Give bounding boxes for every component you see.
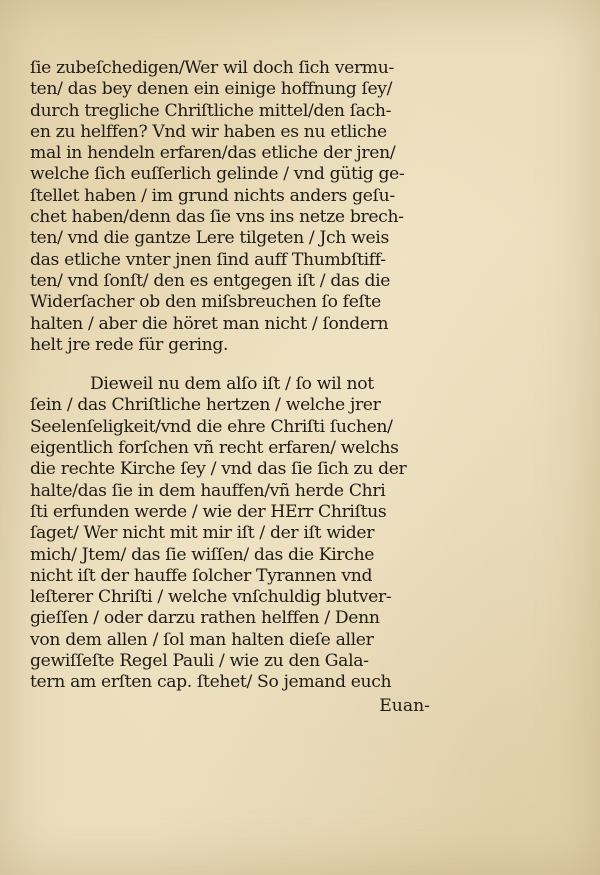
text-block <box>30 58 430 718</box>
paragraph-2 <box>30 374 430 693</box>
text-line: chet haben/denn das ſie vns ins netze brech- <box>30 207 404 228</box>
text-line: mal in hendeln erfaren/das etliche der jren/ <box>30 143 396 164</box>
text-line: durch tregliche Chriſtliche mittel/den ſach- <box>30 100 392 121</box>
text-line: ten/ vnd die gantze Lere tilgeten / Jch weis <box>30 228 389 249</box>
text-line: ſtellet haben / im grund nichts anders geſu- <box>30 185 395 206</box>
text-line: Dieweil nu dem alſo iſt / ſo wil not <box>90 374 374 395</box>
catchword: Euan- <box>379 695 430 716</box>
text-line: tern am erſten cap. ſtehet/ So jemand euch <box>30 672 392 693</box>
text-line: nicht iſt der hauffe ſolcher Tyrannen vnd <box>30 565 373 586</box>
text-line: von dem allen / ſol man halten dieſe aller <box>30 629 374 650</box>
text-line: ſein / das Chriſtliche hertzen / welche jrer <box>30 395 381 416</box>
text-line: en zu helffen? Vnd wir haben es nu etliche <box>30 121 387 142</box>
text-line: halten / aber die höret man nicht / ſondern <box>30 313 389 334</box>
text-line: ten/ das bey denen ein einige hoffnung ſey/ <box>30 79 393 100</box>
text-line: eigentlich forſchen vñ recht erfaren/ welchs <box>30 438 399 459</box>
text-line: ſaget/ Wer nicht mit mir iſt / der iſt wider <box>30 523 375 544</box>
text-line: ten/ vnd ſonſt/ den es entgegen iſt / das die <box>30 270 391 291</box>
text-line: ſie zubeſchedigen/Wer wil doch ſich vermu- <box>30 58 394 78</box>
paragraph-1 <box>30 58 430 356</box>
text-line: gieſſen / oder darzu rathen helffen / Denn <box>30 608 380 629</box>
text-line: leſterer Chriſti / welche vnſchuldig blutver- <box>30 587 392 608</box>
text-line: mich/ Jtem/ das ſie wiſſen/ das die Kirche <box>30 544 375 565</box>
text-line: Seelenſeligkeit/vnd die ehre Chriſti ſuchen/ <box>30 416 393 437</box>
text-line: Widerſacher ob den miſsbreuchen ſo feſte <box>30 292 381 313</box>
text-line: das etliche vnter jnen ſind auff Thumbſtiff- <box>30 249 386 270</box>
text-line: helt jre rede für gering. <box>30 334 229 355</box>
text-line: die rechte Kirche ſey / vnd das ſie ſich zu der <box>30 459 407 480</box>
text-line: welche ſich euſſerlich gelinde / vnd gütig ge- <box>30 164 405 185</box>
text-line: halte/das ſie in dem hauffen/vñ herde Chri <box>30 480 386 501</box>
text-line: ſti erfunden werde / wie der HErr Chriſtus <box>30 501 387 522</box>
text-line: gewiſſeſte Regel Pauli / wie zu den Gala- <box>30 651 369 672</box>
